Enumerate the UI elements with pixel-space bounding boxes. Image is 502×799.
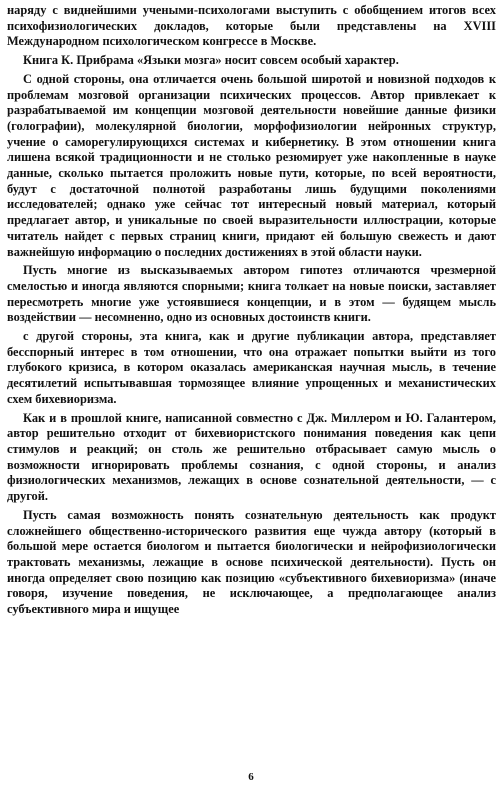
paragraph-continuation: наряду с виднейшими учеными-психологами выступить с обобщением итогов всех психофизиологических докладов, которые были представлены на XVIII Международном психологическом конгрессе в Москве. [7, 3, 496, 49]
paragraph-hypotheses: Пусть многие из высказываемых автором гипотез отличаются чрезмерной смелостью и иногда являются спорными; книга толкает на новые поиски, заставляет пересмотреть многие уже устоявшиеся концепции, и в этом — будящем мысль воздействии — несомненно, одно из основных достоинств книги. [7, 263, 496, 325]
paragraph-book-character: Книга К. Прибрама «Языки мозга» носит совсем особый характер. [23, 53, 399, 68]
paragraph-previous-book: Как и в прошлой книге, написанной совместно с Дж. Миллером и Ю. Галантером, автор решительно отходит от бихевиористского понимания поведения как цепи стимулов и реакций; он столь же решительно отбрасывает самую мысль о возможности игнорировать проблемы сознания, с одной стороны, и анализ физиологических механизмов, лежащих в основе сознательной деятельности, — с другой. [7, 410, 496, 504]
paragraph-novelty: С одной стороны, она отличается очень большой широтой и новизной подходов к проблемам мозговой организации психических процессов. Автор привлекает к разрабатываемой им концепции мозговой деятельности новейшие данные физики (голографии), молекулярной биологии, морфофизиологии нейронных структур, учение о саморегулирующихся системах и кибернетику. В этом отношении книга лишена всякой традиционности и не столько резюмирует уже накопленные в науке данные, сколько пытается проложить новые пути, которые, по всей вероятности, будут с достаточной полнотой разработаны лишь будущими поколениями исследователей; однако уже сейчас тот интересный новый материал, который предлагает автор, и уникальные по своей выразительности иллюстрации, которые читатель найдет с первых страниц книги, придают ей большую свежесть и дают важнейшую информацию о последних достижениях в этой области науки. [7, 71, 496, 259]
page-number: 6 [248, 771, 254, 783]
paragraph-conscious-activity: Пусть самая возможность понять сознательную деятельность как продукт сложнейшего общественно-исторического развития еще чужда автору (который в большой мере остается биологом и пытается биологически и нейрофизиологически трактовать механизмы, лежащие в основе психической деятельности). Пусть он иногда определяет свою позицию как позицию «субъективного бихевиоризма» (иначе говоря, изучение поведения, не исключающее, а предполагающее анализ субъективного мира и ищущее [7, 507, 496, 617]
paragraph-other-side: с другой стороны, эта книга, как и другие публикации автора, представляет бесспорный интерес в том отношении, что она отражает попытки выйти из того глубокого кризиса, в котором оказалась американская научная мысль, в течение десятилетий испытывавшая тормозящее влияние упрощенных и механистических схем бихевиоризма. [7, 329, 496, 406]
